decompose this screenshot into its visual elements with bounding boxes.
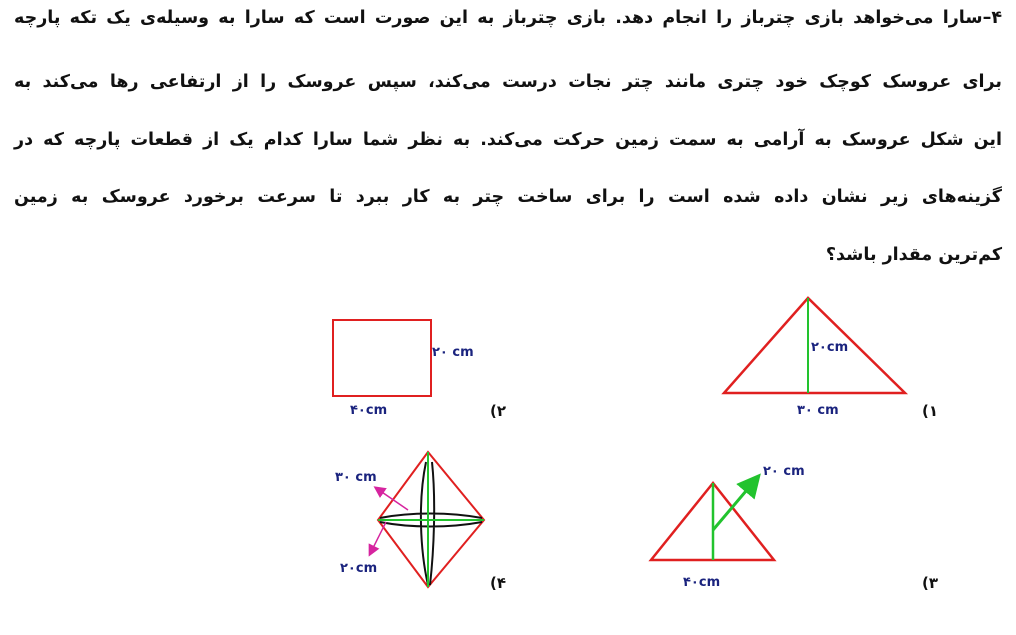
- option-2-base-label: ۴۰cm: [350, 403, 388, 418]
- question-number: ۴–: [982, 8, 1002, 28]
- option-4-bottom-arrow: [370, 522, 386, 554]
- option-3-base-label: ۴۰cm: [683, 575, 721, 590]
- option-2-height-label: ۲۰ cm: [432, 345, 474, 360]
- question-line-4: گزینه‌های زیر نشان داده شده است را برای ساخت چتر به کار ببرد تا سرعت برخورد عروسک به زمین: [14, 187, 1002, 207]
- option-3-arrow-label: ۲۰ cm: [763, 464, 805, 479]
- option-4-label[interactable]: (۴: [490, 574, 507, 592]
- question-line-2: برای عروسک کوچک خود چتری مانند چتر نجات درست می‌کند، سپس عروسک را از ارتفاعی رها می‌کند به: [14, 72, 1002, 92]
- option-4-top-label: ۳۰ cm: [335, 470, 377, 485]
- option-1-base-label: ۳۰ cm: [797, 403, 839, 418]
- option-4-cross-black: [380, 462, 482, 585]
- option-1-label[interactable]: (۱: [922, 402, 939, 420]
- option-1-height-label: ۲۰cm: [811, 340, 849, 355]
- question-line-3: این شکل عروسک به آرامی به سمت زمین حرکت می‌کند. به نظر شما سارا کدام یک از قطعات پارچه که در: [14, 130, 1002, 150]
- question-text: سارا می‌خواهد بازی چترباز را انجام دهد. بازی چترباز به این صورت است که سارا به وسیله‌ی یک تکه پارچه: [14, 8, 983, 28]
- option-3-label[interactable]: (۳: [922, 574, 939, 592]
- question-line-5: کم‌ترین مقدار باشد؟: [825, 245, 1002, 265]
- option-4-top-arrow: [376, 488, 408, 510]
- option-4-bottom-label: ۲۰cm: [340, 561, 378, 576]
- option-2-label[interactable]: (۲: [490, 402, 507, 420]
- option-3-arrow: [713, 478, 757, 530]
- option-2-rectangle: [333, 320, 431, 396]
